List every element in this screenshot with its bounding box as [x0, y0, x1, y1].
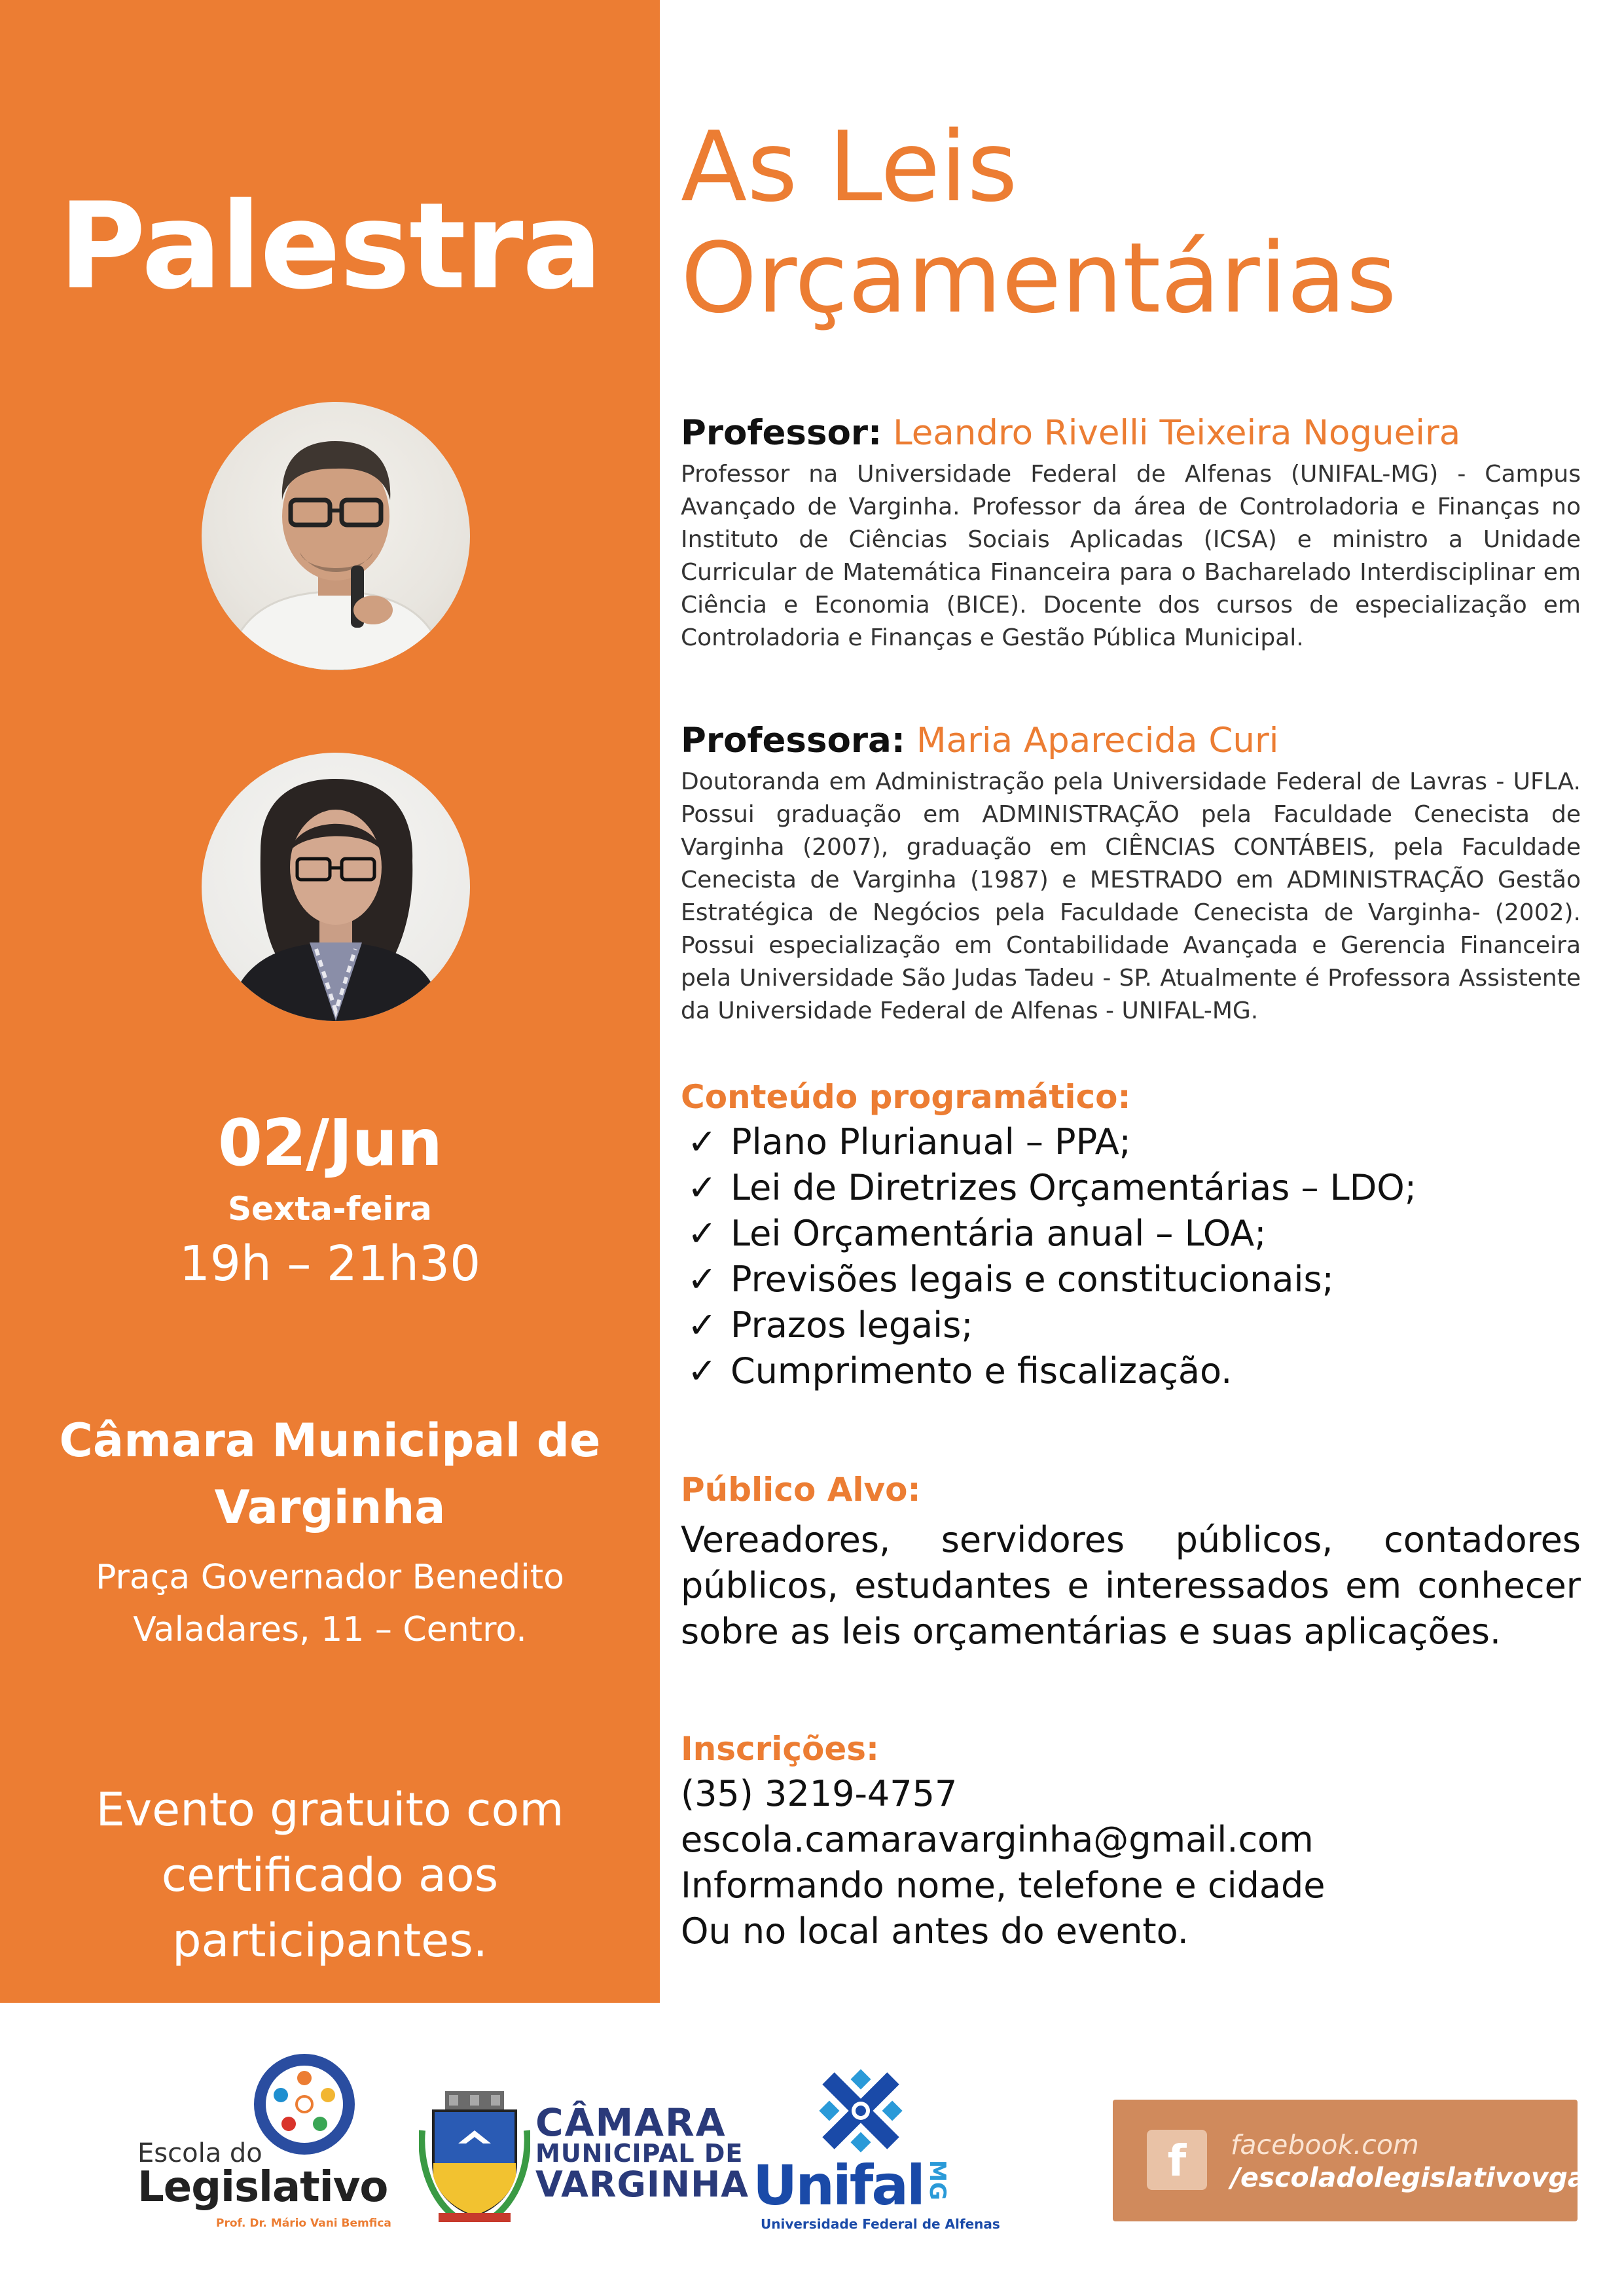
list-item-text: Plano Plurianual – PPA;: [731, 1121, 1131, 1162]
list-item: [687, 1211, 1416, 1257]
professor-name: Leandro Rivelli Teixeira Nogueira: [893, 413, 1461, 453]
list-item: [687, 1119, 1416, 1165]
unifal-logo: [753, 2062, 1000, 2232]
escola-sub-text: Prof. Dr. Mário Vani Bemfica: [216, 2217, 391, 2230]
list-item-text: Previsões legais e constitucionais;: [731, 1259, 1334, 1300]
escola-small-text: Escola do: [137, 2138, 262, 2168]
professor-block-leandro: [681, 411, 1581, 655]
free-line-1: Evento gratuito com: [96, 1783, 564, 1837]
professor-heading: [681, 411, 1581, 456]
speaker-photo-leandro: [202, 402, 470, 670]
checkmark-icon: ✓: [687, 1259, 717, 1300]
facebook-link[interactable]: [1113, 2100, 1586, 2221]
unifal-mg: MG: [924, 2160, 950, 2200]
signup-note-1: Informando nome, telefone e cidade: [681, 1865, 1326, 1906]
title-line-1: As Leis: [681, 111, 1018, 223]
free-event-note: [39, 1777, 621, 1973]
venue-address: [39, 1551, 621, 1656]
speaker-photo-maria: [202, 753, 470, 1021]
checkmark-icon: ✓: [687, 1121, 717, 1162]
escola-big-text: Legislativo: [137, 2163, 388, 2212]
lecture-title: [681, 111, 1610, 334]
list-item: [687, 1257, 1416, 1302]
venue-line-2: Varginha: [214, 1480, 446, 1534]
venue-name: [26, 1407, 634, 1541]
professor-block-maria: [681, 719, 1581, 1028]
speaker-portrait-1: [202, 402, 470, 670]
left-panel: [0, 0, 660, 2003]
event-date: 02/Jun: [217, 1106, 442, 1181]
professor-heading: [681, 719, 1581, 763]
content-heading: Conteúdo programático:: [681, 1078, 1131, 1116]
signup-phone: (35) 3219-4757: [681, 1773, 958, 1814]
signup-email: escola.camaravarginha@gmail.com: [681, 1819, 1314, 1860]
signup-heading: Inscrições:: [681, 1730, 880, 1768]
signup-note-2: Ou no local antes do evento.: [681, 1910, 1189, 1952]
audience-text: Vereadores, servidores públicos, contadores públicos, estudantes e interessados em conhecer sobre as leis orçamentárias e suas aplicações.: [681, 1519, 1581, 1652]
address-line-2: Valadares, 11 – Centro.: [133, 1610, 527, 1649]
professor-role: Professora:: [681, 721, 905, 761]
city-crest-icon: [419, 2091, 530, 2222]
facebook-url-line-1: facebook.com: [1231, 2129, 1419, 2161]
list-item: [687, 1165, 1416, 1211]
checkmark-icon: ✓: [687, 1304, 717, 1346]
event-weekday: Sexta-feira: [228, 1190, 432, 1228]
list-item-text: Prazos legais;: [731, 1304, 973, 1346]
facebook-icon: f: [1147, 2130, 1207, 2190]
audience-heading: Público Alvo:: [681, 1471, 921, 1509]
unifal-mark-icon: [812, 2062, 910, 2160]
checkmark-icon: ✓: [687, 1350, 717, 1391]
venue-line-1: Câmara Municipal de: [59, 1414, 601, 1467]
speaker-portrait-2: [202, 753, 470, 1021]
address-line-1: Praça Governador Benedito: [96, 1558, 564, 1597]
camara-word-3: VARGINHA: [535, 2164, 749, 2205]
signup-details: [681, 1771, 1597, 1954]
free-line-3: participantes.: [172, 1914, 488, 1967]
escola-circle-icon: [252, 2052, 357, 2157]
list-item: [687, 1302, 1416, 1348]
content-list: [687, 1119, 1416, 1394]
checkmark-icon: ✓: [687, 1167, 717, 1208]
camara-word-1: CÂMARA: [535, 2100, 727, 2145]
list-item-text: Cumprimento e fiscalização.: [731, 1350, 1233, 1391]
facebook-url-line-2: /escoladolegislativovga: [1231, 2162, 1586, 2193]
unifal-subtitle: Universidade Federal de Alfenas: [761, 2216, 1000, 2232]
list-item-text: Lei Orçamentária anual – LOA;: [731, 1213, 1267, 1254]
facebook-url: [1231, 2128, 1586, 2194]
free-line-2: certificado aos: [161, 1848, 499, 1902]
professor-bio: Professor na Universidade Federal de Alfenas (UNIFAL-MG) - Campus Avançado de Varginha. Professor da área de Controladoria e Finanças no Instituto de Ciências Sociais Aplicadas (ICSA) e ministro a Unidade Curricular de Matemática Financeira para o Bacharelado Interdisciplinar em Ciência e Economia (BICE). Docente dos cursos de especialização em Controladoria e Finanças e Gestão Pública Municipal.: [681, 461, 1581, 651]
camara-varginha-logo: [419, 2091, 749, 2222]
camara-word-2: MUNICIPAL DE: [535, 2139, 744, 2168]
escola-legislativo-logo: [131, 2065, 391, 2230]
unifal-word: Unifal: [753, 2153, 924, 2217]
event-time: 19h – 21h30: [179, 1236, 481, 1292]
checkmark-icon: ✓: [687, 1213, 717, 1254]
title-line-2: Orçamentárias: [681, 222, 1397, 334]
list-item: [687, 1348, 1416, 1394]
camara-text: [535, 2100, 749, 2205]
professor-role: Professor:: [681, 413, 882, 453]
professor-bio: Doutoranda em Administração pela Universidade Federal de Lavras - UFLA. Possui graduação em ADMINISTRAÇÃO pela Faculdade Cenecista de Varginha (2007), graduação em CIÊNCIAS CONTÁBEIS, pela Faculdade Cenecista de Varginha (1987) e MESTRADO em ADMINISTRAÇÃO Gestão Estratégica de Negócios pela Faculdade Cenecista de Varginha- (2002). Possui especialização em Contabilidade Avançada e Gerencia Financeira pela Universidade São Judas Tadeu - SP. Atualmente é Professora Assistente da Universidade Federal de Alfenas - UNIFAL-MG.: [681, 768, 1581, 1024]
event-type: Palestra: [58, 177, 602, 315]
professor-name: Maria Aparecida Curi: [916, 721, 1279, 761]
list-item-text: Lei de Diretrizes Orçamentárias – LDO;: [731, 1167, 1416, 1208]
